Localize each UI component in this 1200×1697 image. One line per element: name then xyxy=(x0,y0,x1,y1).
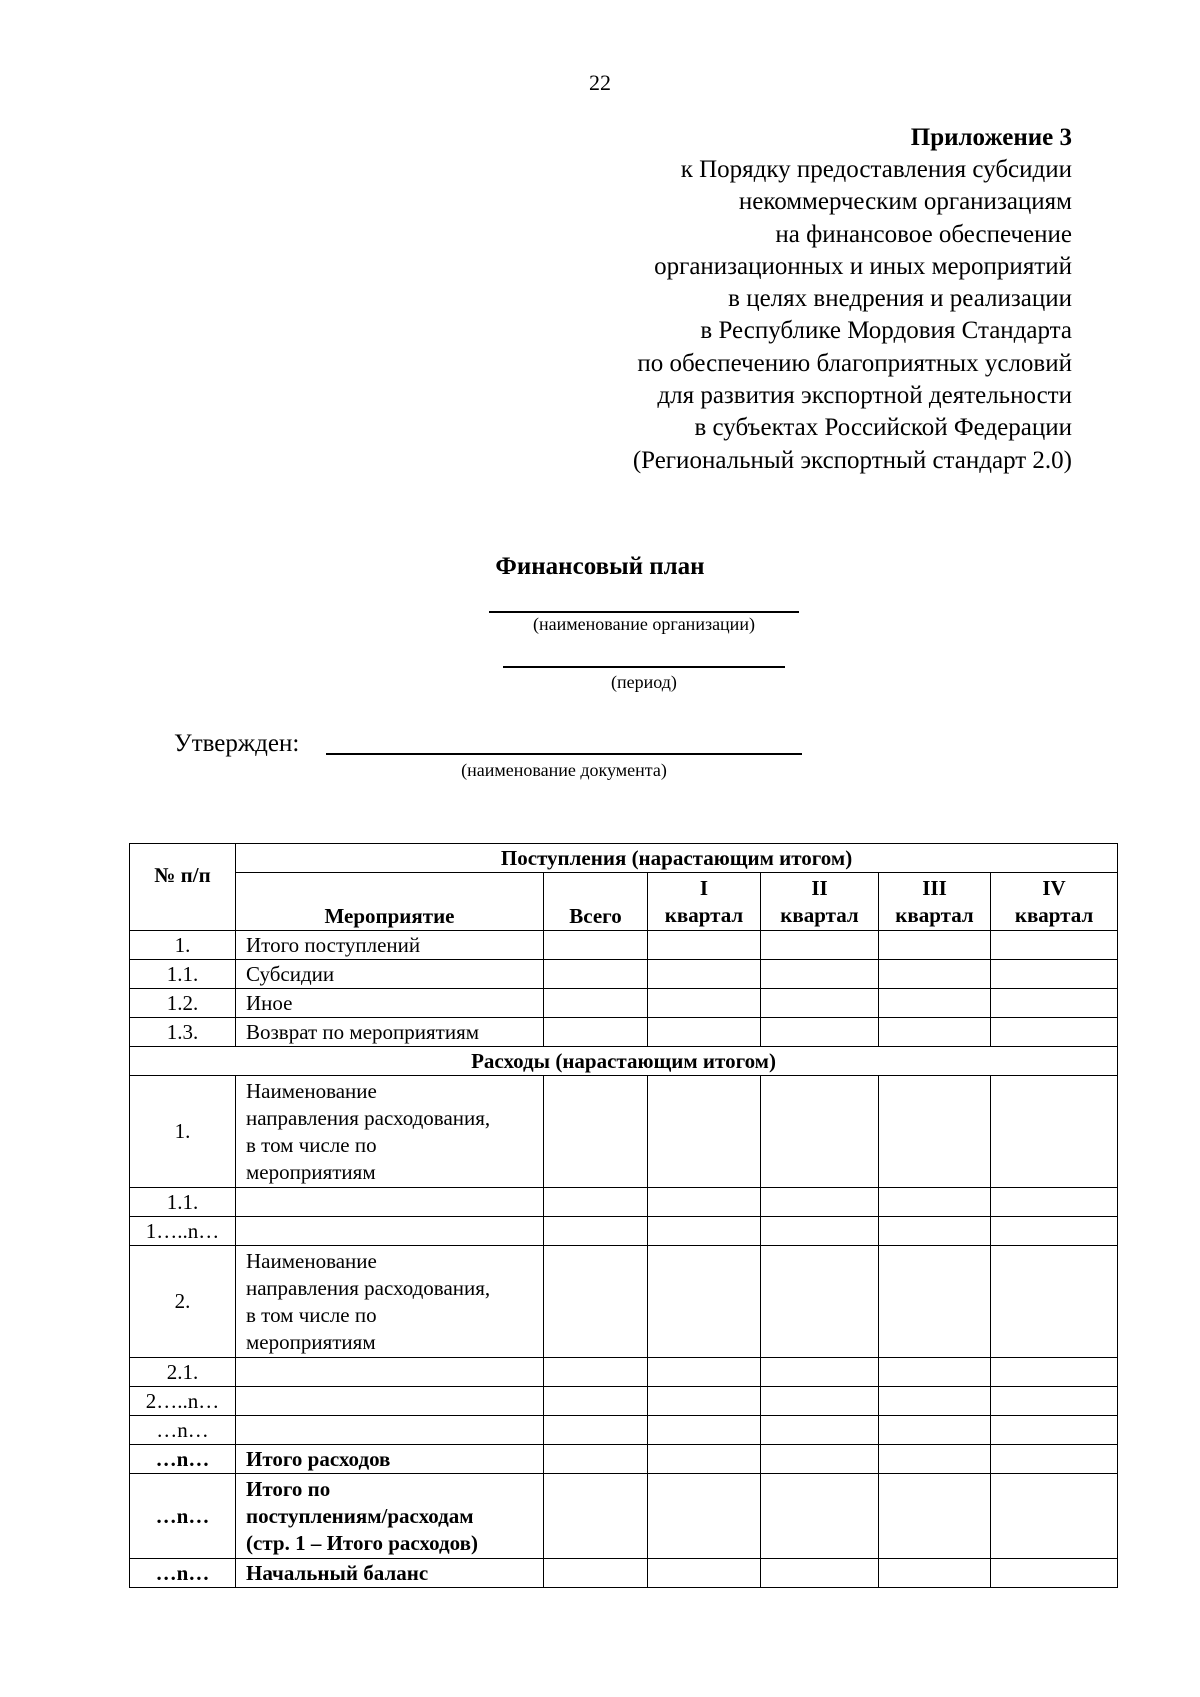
cell-q1[interactable] xyxy=(648,1387,761,1416)
row-number: …n… xyxy=(130,1445,236,1474)
row-name[interactable] xyxy=(236,1416,544,1445)
cell-q3[interactable] xyxy=(879,1474,991,1559)
cell-q4[interactable] xyxy=(991,960,1118,989)
row-name-line: в том числе по xyxy=(246,1132,377,1157)
cell-q4[interactable] xyxy=(991,1358,1118,1387)
row-name: Итого поступлений xyxy=(236,931,544,960)
cell-q4[interactable] xyxy=(991,1188,1118,1217)
row-name[interactable] xyxy=(236,1188,544,1217)
cell-q1[interactable] xyxy=(648,1559,761,1588)
cell-q3[interactable] xyxy=(879,1246,991,1358)
cell-q3[interactable] xyxy=(879,1076,991,1188)
cell-q3[interactable] xyxy=(879,1387,991,1416)
cell-total[interactable] xyxy=(544,1217,648,1246)
cell-q2[interactable] xyxy=(761,1474,879,1559)
quarter-word: квартал xyxy=(1014,902,1094,927)
cell-total[interactable] xyxy=(544,1474,648,1559)
cell-q2[interactable] xyxy=(761,1416,879,1445)
cell-total[interactable] xyxy=(544,1416,648,1445)
cell-q2[interactable] xyxy=(761,1445,879,1474)
table-row xyxy=(130,989,1118,1018)
table-row xyxy=(130,1416,1118,1445)
row-name-line: Начальный баланс xyxy=(246,1560,429,1585)
row-name xyxy=(236,1445,544,1474)
row-name xyxy=(236,1076,544,1188)
cell-total[interactable] xyxy=(544,1445,648,1474)
row-name-line: Наименование xyxy=(246,1078,377,1103)
cell-q1[interactable] xyxy=(648,1246,761,1358)
appendix-line: для развития экспортной деятельности xyxy=(657,382,1072,410)
column-header-q1 xyxy=(648,873,761,931)
quarter-word: квартал xyxy=(664,902,744,927)
cell-total[interactable] xyxy=(544,1358,648,1387)
cell-q4[interactable] xyxy=(991,1076,1118,1188)
table-row xyxy=(130,1018,1118,1047)
cell-q3[interactable] xyxy=(879,1358,991,1387)
cell-q2[interactable] xyxy=(761,1188,879,1217)
cell-q2[interactable] xyxy=(761,1217,879,1246)
period-field[interactable] xyxy=(503,666,785,668)
cell-q1[interactable] xyxy=(648,1358,761,1387)
row-name[interactable] xyxy=(236,1358,544,1387)
cell-q3[interactable] xyxy=(879,1217,991,1246)
cell-total[interactable] xyxy=(544,989,648,1018)
row-number: …n… xyxy=(130,1474,236,1559)
cell-q3[interactable] xyxy=(879,1188,991,1217)
header-row xyxy=(130,844,1118,873)
row-name-line: мероприятиям xyxy=(246,1329,376,1354)
quarter-numeral: I xyxy=(699,875,709,900)
expense-section-header: Расходы (нарастающим итогом) xyxy=(130,1047,1118,1076)
cell-q3[interactable] xyxy=(879,960,991,989)
organization-name-field[interactable] xyxy=(489,611,799,613)
row-number: …n… xyxy=(130,1416,236,1445)
cell-q2[interactable] xyxy=(761,1387,879,1416)
cell-q2[interactable] xyxy=(761,1559,879,1588)
cell-q1[interactable] xyxy=(648,1188,761,1217)
cell-q4[interactable] xyxy=(991,1559,1118,1588)
column-header-total: Всего xyxy=(544,873,648,931)
summary-row xyxy=(130,1445,1118,1474)
cell-q1[interactable] xyxy=(648,1076,761,1188)
appendix-line: на финансовое обеспечение xyxy=(775,220,1072,248)
cell-q1[interactable] xyxy=(648,1474,761,1559)
cell-q4[interactable] xyxy=(991,1445,1118,1474)
cell-total[interactable] xyxy=(544,1076,648,1188)
cell-q2[interactable] xyxy=(761,1358,879,1387)
cell-q3[interactable] xyxy=(879,1018,991,1047)
table-row xyxy=(130,931,1118,960)
table-row xyxy=(130,1246,1118,1358)
row-name[interactable] xyxy=(236,1387,544,1416)
row-number: 1.1. xyxy=(130,960,236,989)
cell-q3[interactable] xyxy=(879,1445,991,1474)
cell-q3[interactable] xyxy=(879,1559,991,1588)
cell-total[interactable] xyxy=(544,931,648,960)
row-name-line: поступлениям/расходам xyxy=(246,1503,474,1528)
appendix-line: в субъектах Российской Федерации xyxy=(694,414,1072,442)
table-row xyxy=(130,1217,1118,1246)
cell-q4[interactable] xyxy=(991,1018,1118,1047)
row-name-line: мероприятиям xyxy=(246,1159,376,1184)
cell-q1[interactable] xyxy=(648,989,761,1018)
quarter-numeral: II xyxy=(811,875,828,900)
cell-total[interactable] xyxy=(544,1246,648,1358)
financial-plan-table xyxy=(129,843,1118,1588)
cell-total[interactable] xyxy=(544,1559,648,1588)
cell-q1[interactable] xyxy=(648,960,761,989)
cell-total[interactable] xyxy=(544,1387,648,1416)
row-number: 1.1. xyxy=(130,1188,236,1217)
table-row xyxy=(130,1387,1118,1416)
column-header-q3 xyxy=(879,873,991,931)
row-number: 1. xyxy=(130,931,236,960)
cell-q1[interactable] xyxy=(648,931,761,960)
row-name: Субсидии xyxy=(236,960,544,989)
row-number: 1…..n… xyxy=(130,1217,236,1246)
row-number: 1.2. xyxy=(130,989,236,1018)
appendix-line: в Республике Мордовия Стандарта xyxy=(700,317,1072,345)
cell-q2[interactable] xyxy=(761,1246,879,1358)
row-number: 2.1. xyxy=(130,1358,236,1387)
expense-section-row xyxy=(130,1047,1118,1076)
organization-caption: (наименование организации) xyxy=(533,614,755,634)
row-name-line: Наименование xyxy=(246,1248,377,1273)
approved-label: Утвержден: xyxy=(174,730,300,757)
row-name: Иное xyxy=(236,989,544,1018)
table-row xyxy=(130,1188,1118,1217)
cell-q4[interactable] xyxy=(991,1217,1118,1246)
table-row xyxy=(130,1358,1118,1387)
quarter-numeral: IV xyxy=(1042,875,1066,900)
summary-row xyxy=(130,1474,1118,1559)
column-header-number: № п/п xyxy=(130,844,236,931)
column-header-event: Мероприятие xyxy=(236,873,544,931)
cell-q1[interactable] xyxy=(648,1445,761,1474)
cell-q1[interactable] xyxy=(648,1416,761,1445)
column-header-q2 xyxy=(761,873,879,931)
row-name xyxy=(236,1474,544,1559)
document-title: Финансовый план xyxy=(495,553,705,580)
row-name xyxy=(236,1246,544,1358)
cell-q2[interactable] xyxy=(761,1018,879,1047)
row-number: 1. xyxy=(130,1076,236,1188)
row-name xyxy=(236,1559,544,1588)
row-name: Возврат по мероприятиям xyxy=(236,1018,544,1047)
table-row xyxy=(130,1076,1118,1188)
row-number: 2…..n… xyxy=(130,1387,236,1416)
row-name[interactable] xyxy=(236,1217,544,1246)
cell-q2[interactable] xyxy=(761,1076,879,1188)
approving-document-caption: (наименование документа) xyxy=(461,760,667,780)
appendix-line: некоммерческим организациям xyxy=(738,188,1072,216)
cell-q1[interactable] xyxy=(648,1018,761,1047)
income-section-header: Поступления (нарастающим итогом) xyxy=(236,844,1118,873)
cell-q2[interactable] xyxy=(761,989,879,1018)
period-caption: (период) xyxy=(611,672,677,692)
row-name-line: Итого расходов xyxy=(246,1446,391,1471)
summary-row xyxy=(130,1559,1118,1588)
cell-q2[interactable] xyxy=(761,931,879,960)
row-name-line: в том числе по xyxy=(246,1302,377,1327)
cell-q4[interactable] xyxy=(991,1416,1118,1445)
cell-q1[interactable] xyxy=(648,1217,761,1246)
row-number: …n… xyxy=(130,1559,236,1588)
row-name-line: Итого по xyxy=(246,1476,331,1501)
cell-total[interactable] xyxy=(544,1188,648,1217)
cell-q4[interactable] xyxy=(991,1246,1118,1358)
page-number: 22 xyxy=(589,70,611,95)
quarter-word: квартал xyxy=(780,902,859,927)
cell-total[interactable] xyxy=(544,1018,648,1047)
column-header-q4 xyxy=(991,873,1118,931)
appendix-line: организационных и иных мероприятий xyxy=(654,252,1072,280)
row-name-line: направления расходования, xyxy=(246,1275,491,1300)
cell-q4[interactable] xyxy=(991,989,1118,1018)
cell-q3[interactable] xyxy=(879,931,991,960)
quarter-numeral: III xyxy=(922,875,947,900)
appendix-line: к Порядку предоставления субсидии xyxy=(680,156,1072,183)
appendix-title: Приложение 3 xyxy=(910,124,1072,151)
appendix-line: в целях внедрения и реализации xyxy=(728,285,1072,313)
cell-q3[interactable] xyxy=(879,1416,991,1445)
cell-q4[interactable] xyxy=(991,931,1118,960)
cell-q4[interactable] xyxy=(991,1474,1118,1559)
table-row xyxy=(130,960,1118,989)
row-name-line: направления расходования, xyxy=(246,1105,491,1130)
row-name-line: (стр. 1 – Итого расходов) xyxy=(246,1530,478,1555)
approving-document-field[interactable] xyxy=(326,753,802,755)
cell-q3[interactable] xyxy=(879,989,991,1018)
appendix-block xyxy=(633,122,1072,477)
header-row xyxy=(130,873,1118,931)
appendix-line: по обеспечению благоприятных условий xyxy=(637,349,1072,377)
appendix-line: (Региональный экспортный стандарт 2.0) xyxy=(632,446,1072,474)
quarter-word: квартал xyxy=(895,902,974,927)
row-number: 1.3. xyxy=(130,1018,236,1047)
cell-q2[interactable] xyxy=(761,960,879,989)
cell-q4[interactable] xyxy=(991,1387,1118,1416)
row-number: 2. xyxy=(130,1246,236,1358)
cell-total[interactable] xyxy=(544,960,648,989)
